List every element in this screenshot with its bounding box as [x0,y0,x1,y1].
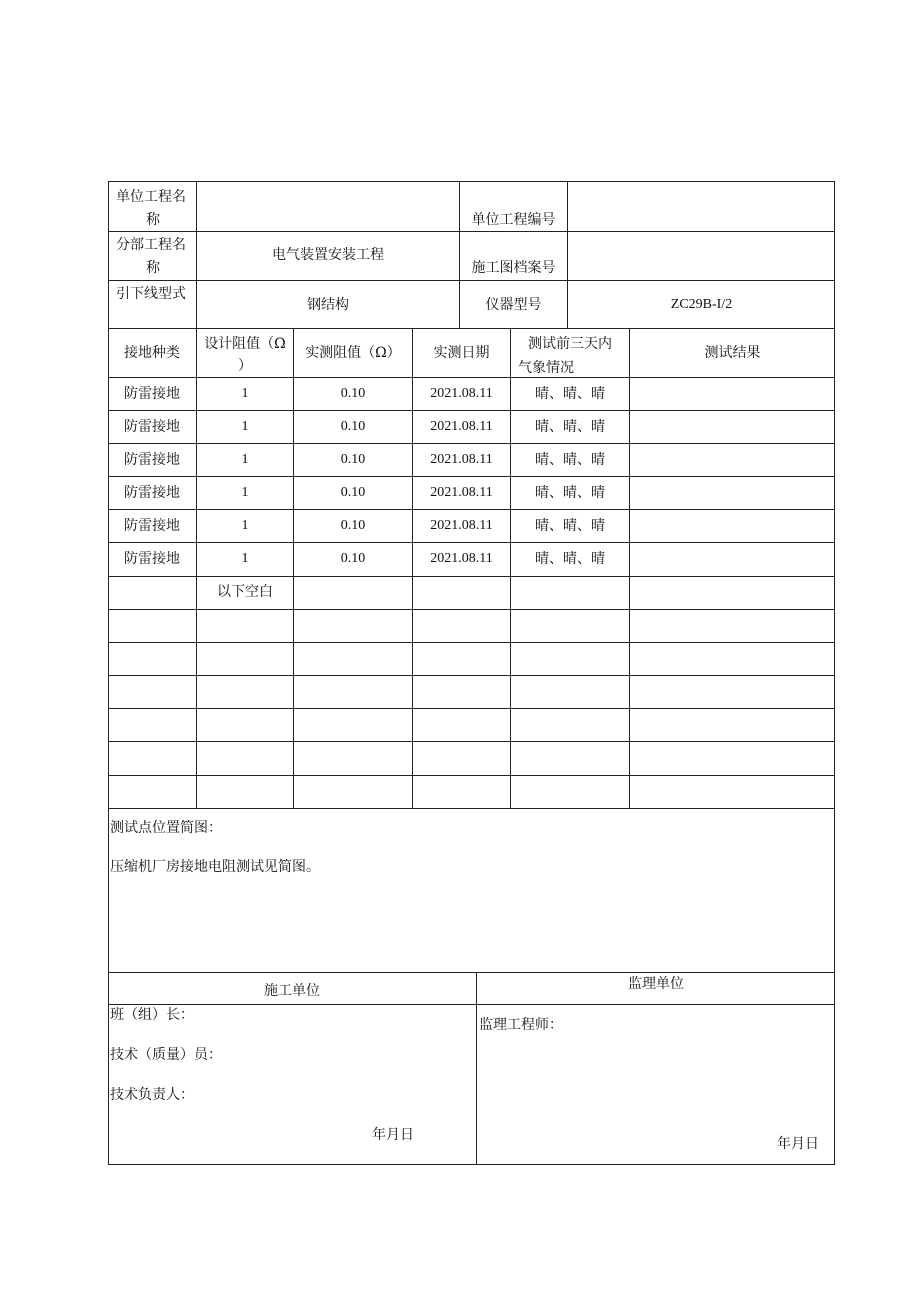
cell-weather: 晴、晴、晴 [535,386,605,402]
grid-line [108,675,835,676]
cell-design: 1 [241,551,249,566]
cell-date: 2021.08.11 [430,518,493,533]
sub-project-name-label-cont: 称 [146,260,160,276]
grid-line [108,509,835,510]
column-header-weather: 测试前三天内 [528,336,612,352]
cell-weather: 晴、晴、晴 [535,485,605,501]
grid-line [108,642,835,643]
down-conductor-value: 钢结构 [307,297,349,313]
cell-measured: 0.10 [340,452,366,467]
tech-lead-label: 技术负责人： [110,1087,194,1103]
cell-type: 防雷接地 [124,485,180,501]
instrument-model-label: 仪器型号 [485,297,542,313]
down-conductor-label: 引下线型式 [116,286,186,302]
cell-measured: 0.10 [340,419,366,434]
supervisor-label: 监理工程师： [479,1017,563,1033]
column-header-measured: 实测阻值（Ω） [305,345,401,361]
unit-project-name-label-cont: 称 [146,212,160,228]
grid-line [108,280,835,281]
sub-project-name-label: 分部工程名 [116,237,186,253]
cell-design: 1 [241,386,249,401]
grid-line [108,808,835,809]
cell-measured: 0.10 [340,551,366,566]
grid-line [108,443,835,444]
cell-design: 1 [241,485,249,500]
tech-quality-label: 技术（质量）员： [110,1047,222,1063]
column-header-design-cont: ） [238,358,252,374]
cell-design: 1 [241,452,249,467]
grid-line [108,231,835,232]
date-left: 年月日 [372,1127,414,1143]
cell-weather: 晴、晴、晴 [535,419,605,435]
grid-line [108,576,835,577]
cell-date: 2021.08.11 [430,386,493,401]
grid-line [108,775,835,776]
cell-design: 1 [241,419,249,434]
cell-type: 防雷接地 [124,419,180,435]
blank-note: 以下空白 [217,584,273,600]
grid-line [476,972,477,1165]
cell-date: 2021.08.11 [430,452,493,467]
grid-line [108,972,835,973]
cell-weather: 晴、晴、晴 [535,518,605,534]
instrument-model-value: ZC29B-I/2 [670,297,733,312]
grid-line [108,708,835,709]
cell-date: 2021.08.11 [430,485,493,500]
grid-line [108,609,835,610]
grid-line [108,377,835,378]
cell-date: 2021.08.11 [430,419,493,434]
unit-project-no-label: 单位工程编号 [471,212,556,228]
construction-unit-label: 施工单位 [264,983,320,999]
unit-project-name-label: 单位工程名 [116,189,186,205]
sub-project-name-value: 电气装置安装工程 [272,247,384,263]
sketch-label: 测试点位置简图： [110,820,222,836]
drawing-archive-label: 施工图档案号 [471,260,556,276]
column-header-type: 接地种类 [124,345,180,361]
column-header-result: 测试结果 [704,345,761,361]
date-right: 年月日 [777,1136,819,1152]
team-leader-label: 班（组）长： [110,1007,194,1023]
column-header-design: 设计阻值（Ω [204,336,286,352]
column-header-date: 实测日期 [433,345,490,361]
cell-design: 1 [241,518,249,533]
sketch-note: 压缩机厂房接地电阻测试见简图。 [110,859,320,875]
cell-weather: 晴、晴、晴 [535,551,605,567]
cell-weather: 晴、晴、晴 [535,452,605,468]
cell-measured: 0.10 [340,518,366,533]
cell-measured: 0.10 [340,485,366,500]
grid-line [108,410,835,411]
cell-type: 防雷接地 [124,386,180,402]
cell-measured: 0.10 [340,386,366,401]
supervision-unit-label: 监理单位 [628,976,684,992]
grid-line [629,328,630,808]
grid-line [108,1004,835,1005]
cell-date: 2021.08.11 [430,551,493,566]
grid-line [108,542,835,543]
grid-line [108,328,835,329]
grid-line [108,741,835,742]
cell-type: 防雷接地 [124,452,180,468]
grid-line [108,476,835,477]
cell-type: 防雷接地 [124,551,180,567]
column-header-weather-cont: 气象情况 [518,360,574,376]
cell-type: 防雷接地 [124,518,180,534]
